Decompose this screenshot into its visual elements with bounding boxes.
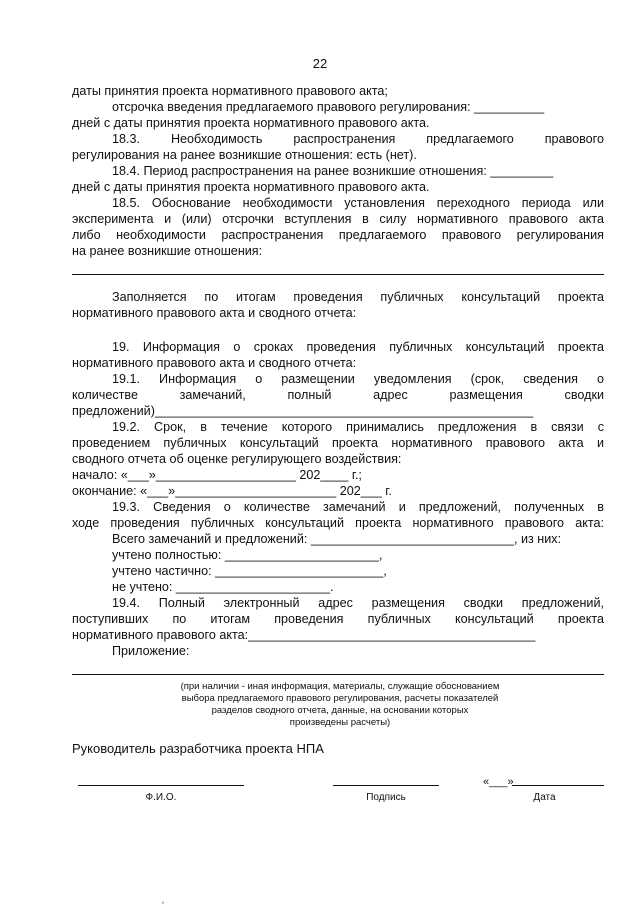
total-comments-line: Всего замечаний и предложений: _____________________________, из них:: [112, 532, 562, 546]
note-line: произведены расчеты): [289, 717, 391, 728]
note-line: (при наличии - иная информация, материалы, служащие обоснованием: [180, 681, 500, 692]
text-line: отсрочка введения предлагаемого правового регулирования: __________: [112, 100, 545, 114]
text-line: нормативного правового акта:_________________________________________: [72, 628, 536, 642]
section-19-4: 19.4. Полный электронный адрес размещения сводки предложений,: [112, 596, 604, 610]
appendix-blank-line: [72, 659, 604, 675]
footer-mark: ‘: [162, 900, 164, 910]
section-19-1: 19.1. Информация о размещении уведомления (срок, сведения о: [112, 372, 604, 386]
blank-line: [72, 259, 604, 275]
section-18-5: 18.5. Обоснование необходимости установления переходного периода или: [112, 196, 604, 210]
text-line: сводного отчета об оценке регулирующего воздействия:: [72, 452, 402, 466]
section-19-3: 19.3. Сведения о количестве замечаний и предложений, полученных в: [112, 500, 604, 514]
text-line: на ранее возникшие отношения:: [72, 244, 263, 258]
name-signature-line: [78, 785, 244, 786]
text-line: количестве замечаний, полный адрес размещения сводки: [72, 388, 604, 402]
date-prefix: «___»: [483, 776, 514, 788]
text-line: предложений)______________________________________________________: [72, 404, 534, 418]
date-signature-line: [512, 785, 604, 786]
partially-accounted-line: учтено частично: ________________________,: [112, 564, 387, 578]
name-caption: Ф.И.О.: [145, 792, 177, 803]
text-line: дней с даты принятия проекта нормативного правового акта.: [72, 180, 430, 194]
section-note: Заполняется по итогам проведения публичных консультаций проекта: [112, 290, 604, 304]
appendix-label: Приложение:: [112, 644, 190, 658]
start-date-line: начало: «___»____________________ 202____ г.;: [72, 468, 362, 482]
text-line: проведением публичных консультаций проекта нормативного правового акта и: [72, 436, 604, 450]
end-date-line: окончание: «___»_______________________ 202___ г.: [72, 484, 392, 498]
text-line: нормативного правового акта и сводного отчета:: [72, 356, 357, 370]
section-19: 19. Информация о сроках проведения публичных консультаций проекта: [112, 340, 604, 354]
text-line: эксперимента и (или) отсрочки вступления в силу нормативного правового акта: [72, 212, 604, 226]
text-line: либо необходимости распространения предлагаемого правового регулирования: [72, 228, 604, 242]
text-line: ходе проведения публичных консультаций проекта нормативного правового акта:: [72, 516, 604, 530]
fully-accounted-line: учтено полностью: ______________________,: [112, 548, 383, 562]
document-body: [72, 83, 604, 675]
text-line: поступивших по итогам проведения публичных консультаций проекта: [72, 612, 604, 626]
section-18-3: 18.3. Необходимость распространения предлагаемого правового: [112, 132, 604, 146]
text-line: даты принятия проекта нормативного правового акта;: [72, 84, 388, 98]
note-line: разделов сводного отчета, данные, на основании которых: [211, 705, 469, 716]
note-line: выбора предлагаемого правового регулирования, расчеты показателей: [181, 693, 499, 704]
text-line: регулирования на ранее возникшие отношения: есть (нет).: [72, 148, 417, 162]
page-number: 22: [312, 56, 328, 71]
text-line: нормативного правового акта и сводного отчета:: [72, 306, 357, 320]
sign-signature-line: [333, 785, 439, 786]
signature-title: Руководитель разработчика проекта НПА: [72, 741, 324, 756]
text-line: дней с даты принятия проекта нормативного правового акта.: [72, 116, 430, 130]
not-accounted-line: не учтено: ______________________.: [112, 580, 334, 594]
section-18-4: 18.4. Период распространения на ранее возникшие отношения: _________: [112, 164, 554, 178]
section-19-2: 19.2. Срок, в течение которого принимались предложения в связи с: [112, 420, 604, 434]
sign-caption: Подпись: [366, 792, 406, 803]
appendix-note: [150, 681, 530, 729]
date-caption: Дата: [533, 792, 556, 803]
